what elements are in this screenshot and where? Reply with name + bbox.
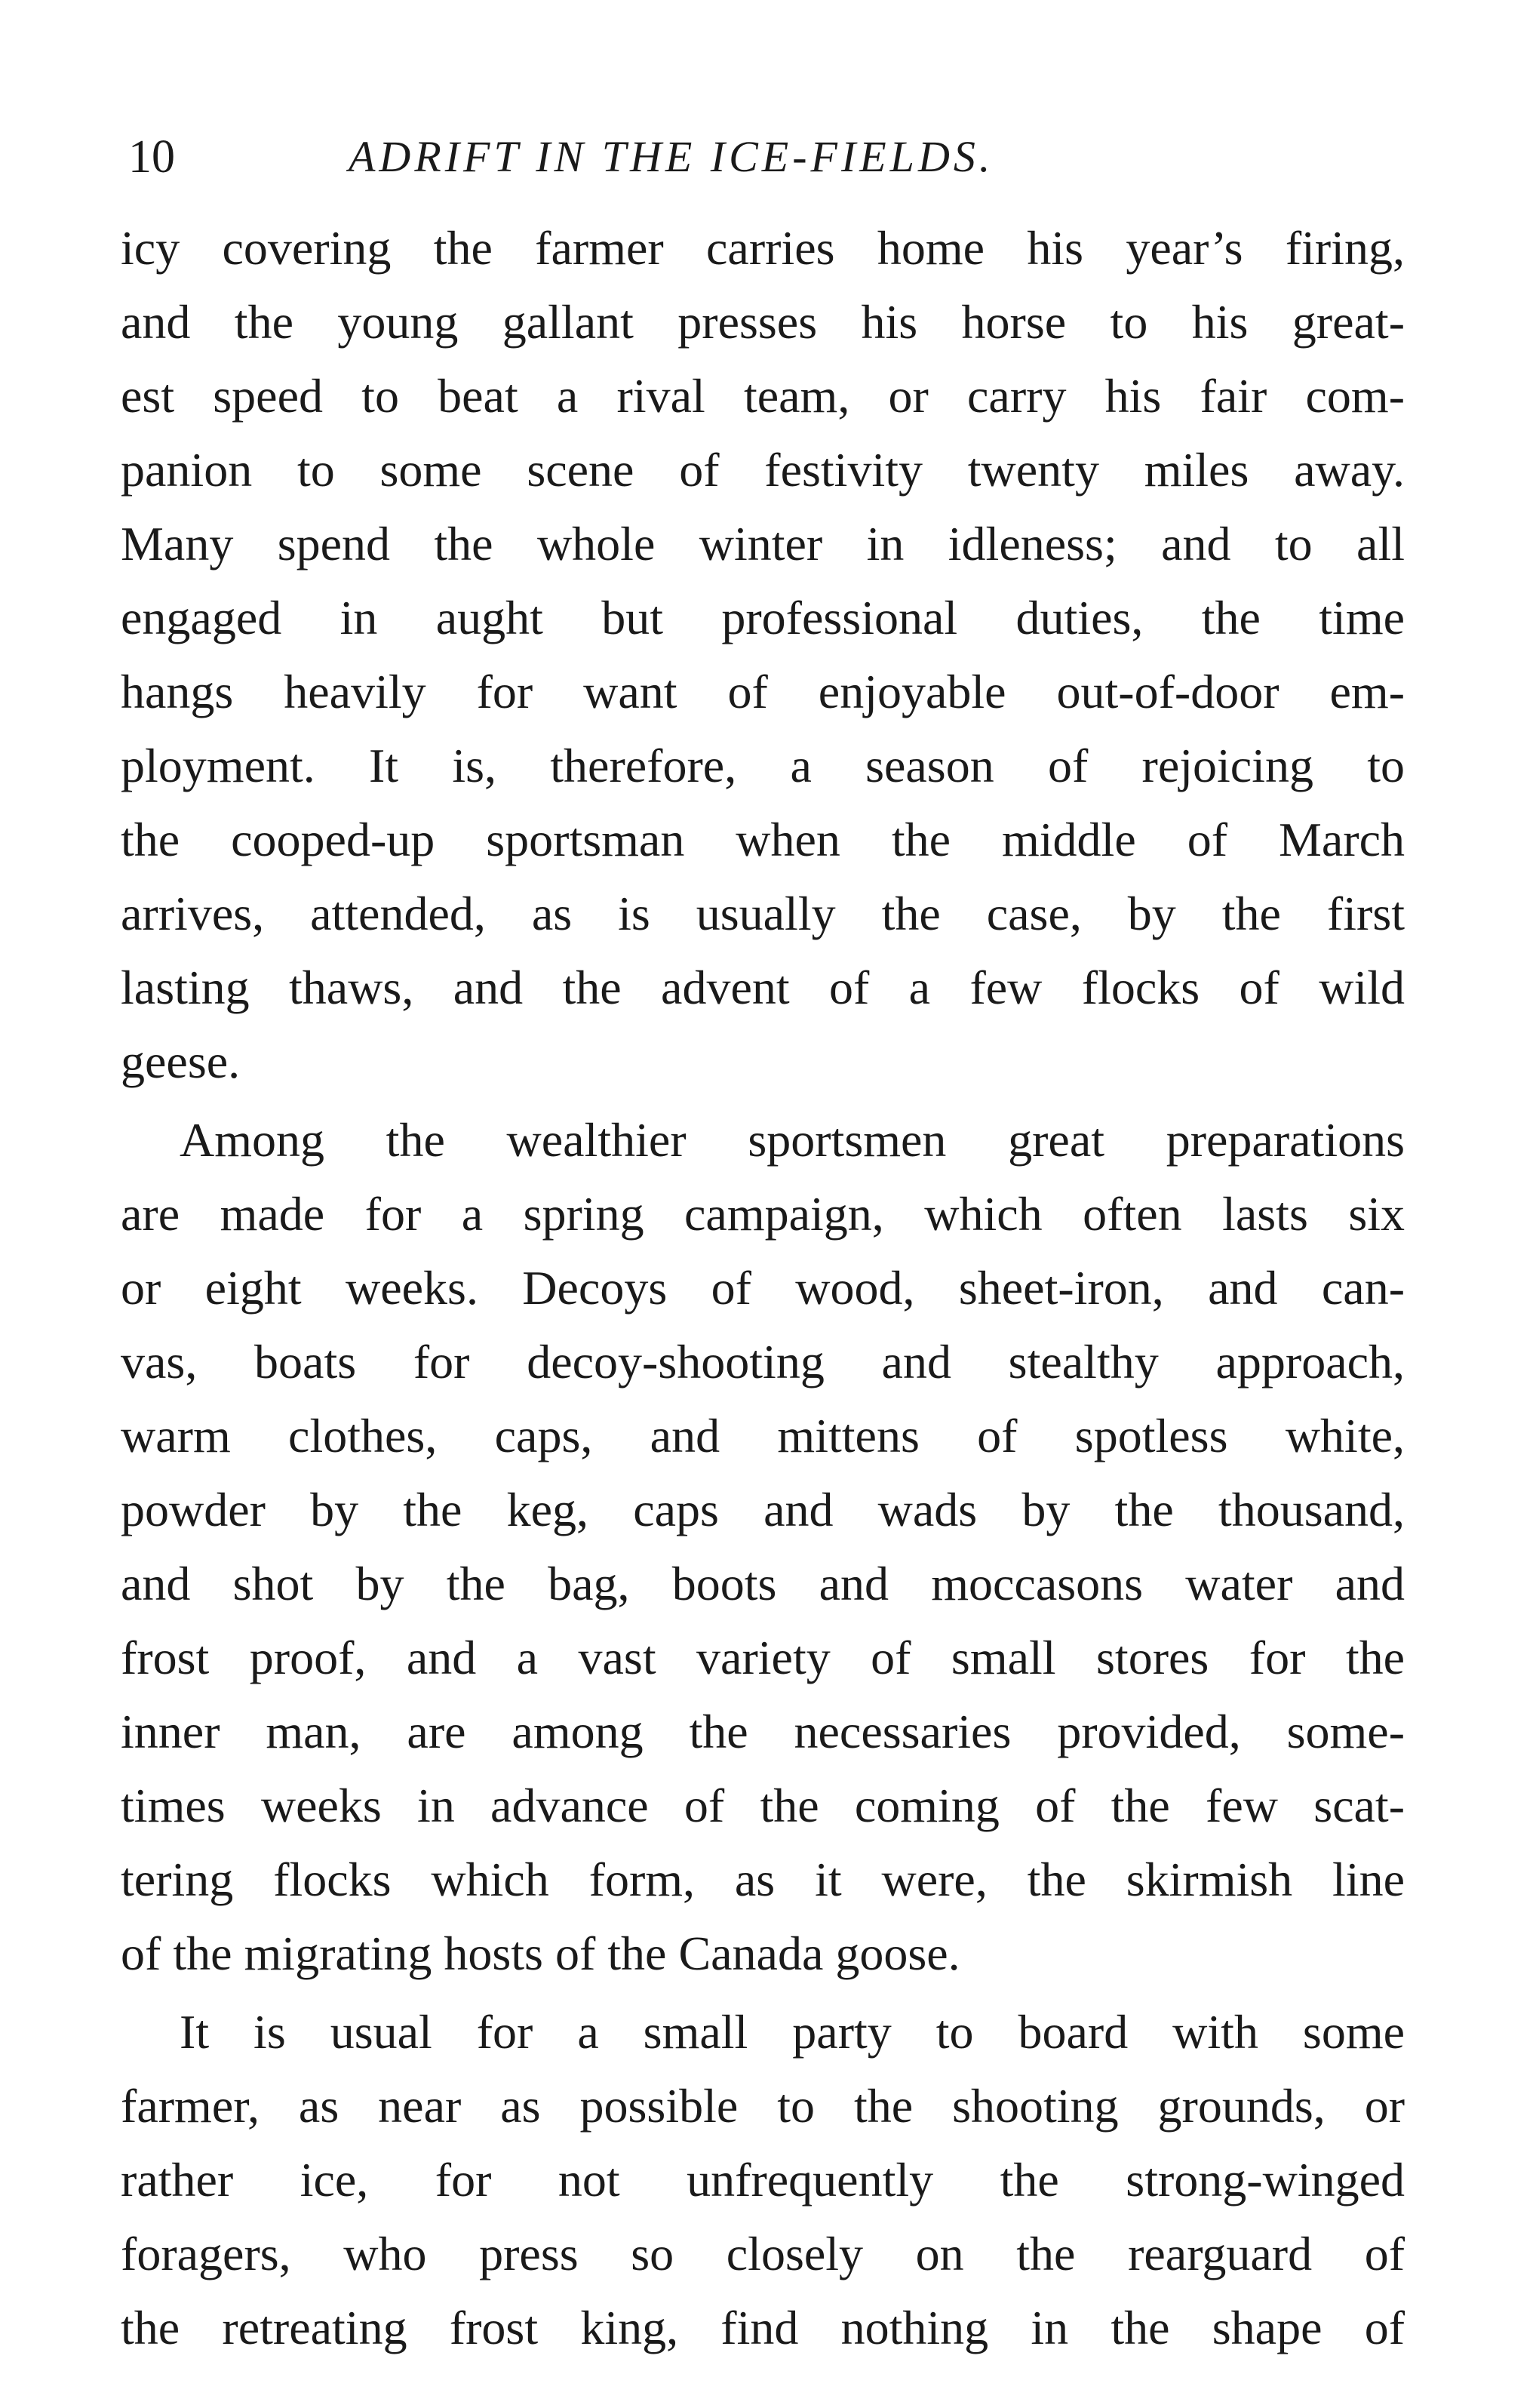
- text-line: panion to some scene of festivity twenty miles away.: [121, 443, 1405, 497]
- text-line: times weeks in advance of the coming of the few scat-: [121, 1779, 1405, 1832]
- text-line: geese.: [121, 1035, 241, 1088]
- text-line: the cooped-up sportsman when the middle of March: [121, 813, 1405, 866]
- page-header: [121, 127, 1403, 187]
- text-line: frost proof, and a vast variety of small stores for the: [121, 1631, 1405, 1684]
- text-line: the retreating frost king, find nothing in the shape of: [121, 2301, 1405, 2354]
- text-line: powder by the keg, caps and wads by the thousand,: [121, 1483, 1405, 1536]
- text-line: lasting thaws, and the advent of a few flocks of wild: [121, 961, 1405, 1014]
- text-line: and shot by the bag, boots and moccasons water and: [121, 1557, 1405, 1610]
- text-line: hangs heavily for want of enjoyable out-of-door em-: [121, 665, 1405, 718]
- text-line: arrives, attended, as is usually the case, by the first: [121, 887, 1405, 940]
- running-title: ADRIFT IN THE ICE-FIELDS.: [349, 132, 994, 181]
- paragraph-first-line: It is usual for a small party to board with some: [180, 2005, 1405, 2059]
- text-line: est speed to beat a rival team, or carry his fair com-: [121, 369, 1405, 423]
- text-line: inner man, are among the necessaries provided, some-: [121, 1705, 1405, 1758]
- paragraph-first-line: Among the wealthier sportsmen great preparations: [180, 1113, 1405, 1167]
- text-line: icy covering the farmer carries home his year’s firing,: [121, 221, 1405, 275]
- text-line: vas, boats for decoy-shooting and stealthy approach,: [121, 1335, 1405, 1389]
- text-line: farmer, as near as possible to the shooting grounds, or: [121, 2079, 1405, 2133]
- text-line: rather ice, for not unfrequently the strong-winged: [121, 2153, 1405, 2207]
- page-number: 10: [128, 131, 175, 183]
- text-line: of the migrating hosts of the Canada goose.: [121, 1927, 960, 1980]
- text-line: tering flocks which form, as it were, the skirmish line: [121, 1853, 1405, 1906]
- text-line: Many spend the whole winter in idleness; and to all: [121, 517, 1405, 570]
- text-line: or eight weeks. Decoys of wood, sheet-iron, and can-: [121, 1261, 1405, 1315]
- text-line: ployment. It is, therefore, a season of rejoicing to: [121, 739, 1405, 792]
- text-line: engaged in aught but professional duties, the time: [121, 591, 1405, 644]
- body-text: [121, 211, 1405, 2365]
- text-line: are made for a spring campaign, which often lasts six: [121, 1187, 1405, 1241]
- text-line: warm clothes, caps, and mittens of spotless white,: [121, 1409, 1405, 1462]
- text-line: and the young gallant presses his horse to his great-: [121, 295, 1405, 349]
- text-line: foragers, who press so closely on the rearguard of: [121, 2227, 1405, 2280]
